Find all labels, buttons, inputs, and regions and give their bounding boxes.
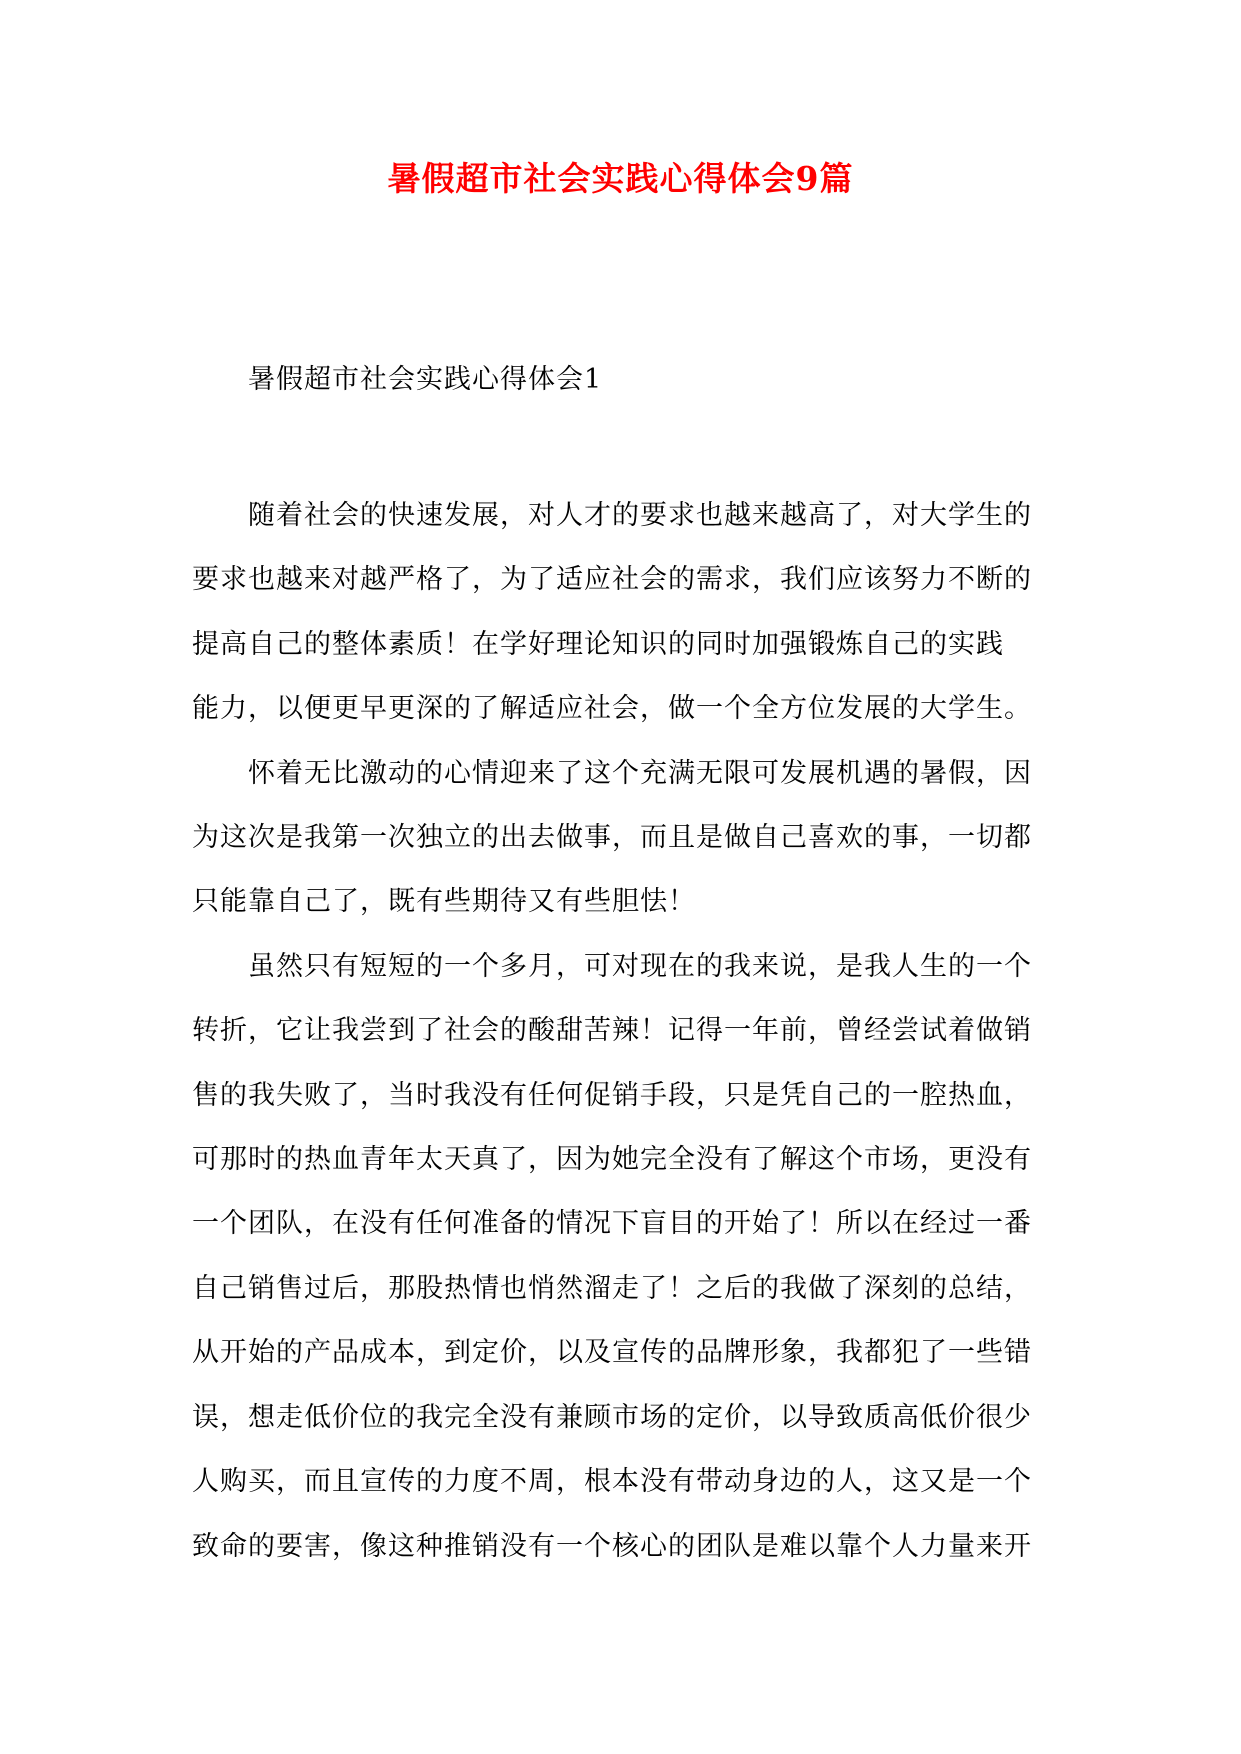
text-line: 售的我失败了，当时我没有任何促销手段，只是凭自己的一腔热血， (192, 1079, 1032, 1111)
paragraph-3 (192, 935, 1052, 1579)
text-line: 误，想走低价位的我完全没有兼顾市场的定价，以导致质高低价很少 (192, 1401, 1032, 1433)
text-line: 随着社会的快速发展，对人才的要求也越来越高了，对大学生的 (248, 500, 1032, 531)
text-line: 致命的要害，像这种推销没有一个核心的团队是难以靠个人力量来开 (192, 1530, 1032, 1562)
document-title: 暑假超市社会实践心得体会9篇 (387, 159, 854, 198)
paragraph-2 (192, 742, 1052, 935)
text-line: 转折，它让我尝到了社会的酸甜苦辣！记得一年前，曾经尝试着做销 (192, 1015, 1032, 1047)
text-line: 只能靠自己了，既有些期待又有些胆怯！ (192, 886, 696, 918)
text-line: 自己销售过后，那股热情也悄然溜走了！之后的我做了深刻的总结， (192, 1272, 1032, 1304)
text-line: 人购买，而且宣传的力度不周，根本没有带动身边的人，这又是一个 (192, 1466, 1032, 1498)
paragraph-1 (192, 484, 1052, 742)
text-line: 要求也越来对越严格了，为了适应社会的需求，我们应该努力不断的 (192, 564, 1032, 596)
text-line: 可那时的热血青年太天真了，因为她完全没有了解这个市场，更没有 (192, 1144, 1032, 1176)
text-line: 为这次是我第一次独立的出去做事，而且是做自己喜欢的事，一切都 (192, 822, 1032, 854)
text-line: 怀着无比激动的心情迎来了这个充满无限可发展机遇的暑假，因 (248, 757, 1032, 789)
section-heading: 暑假超市社会实践心得体会1 (248, 364, 603, 395)
text-line: 从开始的产品成本，到定价，以及宣传的品牌形象，我都犯了一些错 (192, 1337, 1032, 1369)
text-line: 能力，以便更早更深的了解适应社会，做一个全方位发展的大学生。 (192, 693, 1032, 725)
text-line: 虽然只有短短的一个多月，可对现在的我来说，是我人生的一个 (248, 950, 1032, 982)
document-body (192, 484, 1052, 1579)
text-line: 提高自己的整体素质！在学好理论知识的同时加强锻炼自己的实践 (192, 628, 1004, 660)
text-line: 一个团队，在没有任何准备的情况下盲目的开始了！所以在经过一番 (192, 1208, 1032, 1240)
